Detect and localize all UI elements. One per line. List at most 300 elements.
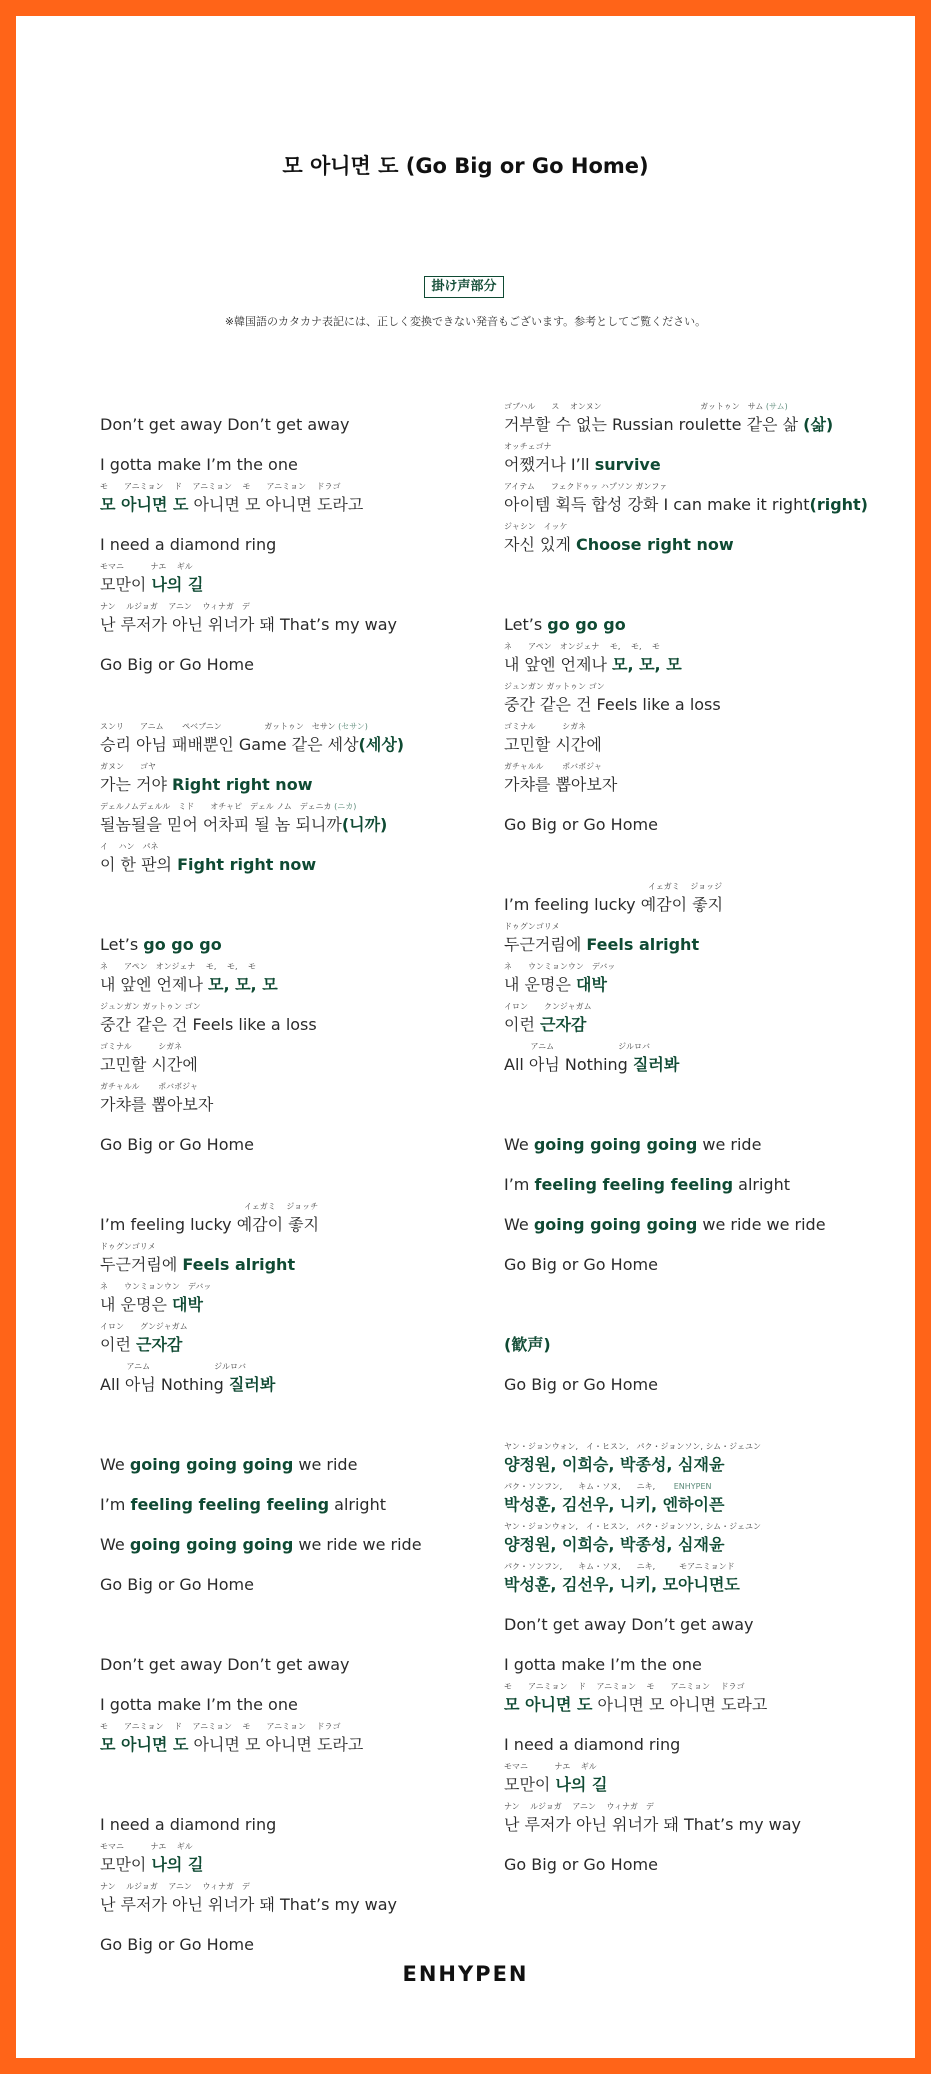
- callout-segment: feeling feeling feeling: [534, 1175, 734, 1194]
- lyric-segment: Let’s: [504, 615, 548, 634]
- katakana-reading: [100, 1720, 341, 1734]
- reading-text: ナン ルジョガ アニン ウィナガ デ: [504, 1802, 654, 1811]
- lyric-segment: 자신 있게: [504, 535, 576, 554]
- lyric-text: [504, 1014, 586, 1036]
- lyric-text: [100, 854, 316, 876]
- lyric-segment: 가는 거야: [100, 775, 172, 794]
- lyric-segment: 이런: [504, 1015, 540, 1034]
- reading-callout: ENHYPEN: [671, 1482, 712, 1491]
- callout-segment: 나의 길: [151, 1855, 204, 1874]
- lyric-line: [100, 1920, 500, 1960]
- callout-segment: 근자감: [136, 1335, 183, 1354]
- lyric-text: [100, 1374, 275, 1396]
- reading-text: ゴミナル シガネ: [504, 722, 587, 731]
- lyric-line: [504, 1440, 904, 1480]
- lyric-segment: we ride: [293, 1455, 358, 1474]
- lyric-line: [504, 1680, 904, 1720]
- reading-text: ジュンガン ガットゥン ゴン: [100, 1002, 201, 1011]
- lyric-segment: we ride we ride: [697, 1215, 826, 1234]
- lyric-segment: 난 루저가 아닌 위너가 돼 That’s my way: [504, 1815, 801, 1834]
- reading-text: モマニ ナエ ギル: [504, 1762, 597, 1771]
- lyric-text: [100, 574, 203, 596]
- lyric-line: [504, 520, 904, 560]
- lyric-text: [504, 654, 682, 676]
- lyric-text: [100, 1294, 203, 1316]
- lyric-line: [100, 1280, 500, 1320]
- katakana-reading: [504, 1520, 761, 1534]
- lyric-text: [504, 1694, 767, 1716]
- lyric-segment: 될놈될을 믿어 어차피 될 놈 되니까: [100, 815, 342, 834]
- lyric-segment: We: [504, 1135, 534, 1154]
- katakana-reading: [504, 1800, 654, 1814]
- lyric-text: [100, 1254, 295, 1276]
- lyric-text: [100, 1814, 276, 1836]
- callout-segment: 양정원, 이희승, 박종성, 심재윤: [504, 1535, 725, 1554]
- callout-segment: 질러봐: [632, 1055, 680, 1074]
- callout-segment: Fight right now: [177, 855, 317, 874]
- lyric-line: [504, 1040, 904, 1080]
- reading-text: ネ ウンミョンウン デバッ: [100, 1282, 212, 1291]
- lyric-segment: 아니면 모 아니면 도라고: [592, 1695, 768, 1714]
- lyric-text: [100, 1854, 203, 1876]
- lyric-line: [100, 920, 500, 960]
- katakana-reading: [100, 720, 368, 734]
- reading-text: モマニ ナエ ギル: [100, 1842, 193, 1851]
- lyric-text: [504, 1374, 658, 1396]
- lyric-segment: 아이템 획득 합성 강화 I can make it right: [504, 495, 810, 514]
- reading-text: ガチャルル ポバボジャ: [504, 762, 602, 771]
- callout-segment: (세상): [358, 735, 405, 754]
- callout-segment: going going going: [129, 1455, 294, 1474]
- callout-segment: 대박: [576, 975, 607, 994]
- lyric-segment: 어쨌거나 I’ll: [504, 455, 595, 474]
- lyric-line: [504, 1760, 904, 1800]
- reading-text: ヤン・ジョンウォン, イ・ヒスン, パク・ジョンソン, シム・ジェユン: [504, 1522, 761, 1531]
- stanza-gap: [100, 680, 500, 720]
- lyric-text: [100, 1094, 213, 1116]
- reading-callout: (サム): [763, 402, 788, 411]
- lyric-segment: I gotta make I’m the one: [100, 1695, 298, 1714]
- reading-text: ナン ルジョガ アニン ウィナガ デ: [100, 1882, 250, 1891]
- lyric-text: [100, 1014, 317, 1036]
- lyric-segment: 내 운명은: [100, 1295, 172, 1314]
- katakana-reading: [100, 480, 341, 494]
- lyric-segment: I’m: [504, 1175, 535, 1194]
- lyric-text: [504, 1174, 790, 1196]
- lyric-segment: 모만이: [100, 1855, 152, 1874]
- lyric-segment: alright: [329, 1495, 386, 1514]
- lyric-line: [504, 1240, 904, 1280]
- lyric-segment: All 아님 Nothing: [100, 1375, 229, 1394]
- lyric-text: [504, 1654, 702, 1676]
- katakana-reading: [504, 400, 788, 414]
- callout-segment: 대박: [172, 1295, 203, 1314]
- lyric-segment: we ride we ride: [293, 1535, 422, 1554]
- callout-segment: 모 아니면 도: [100, 495, 189, 514]
- lyric-segment: I’m feeling lucky 예감이 좋지: [504, 895, 724, 914]
- lyric-text: [504, 774, 617, 796]
- reading-text: ネ アペン オンジェナ モ, モ, モ: [504, 642, 661, 651]
- callout-segment: Choose right now: [576, 535, 734, 554]
- lyric-line: [504, 800, 904, 840]
- lyric-line: [504, 880, 904, 920]
- lyric-text: [504, 454, 661, 476]
- lyric-text: [504, 1854, 658, 1876]
- lyric-text: [504, 414, 833, 436]
- lyric-segment: Go Big or Go Home: [100, 1935, 254, 1954]
- reading-text: イェガミ ジョッジ: [504, 882, 723, 891]
- lyric-text: [504, 974, 607, 996]
- reading-text: オッチェゴナ: [504, 442, 552, 451]
- lyric-line: [504, 1120, 904, 1160]
- lyric-text: [504, 1054, 679, 1076]
- lyric-text: [504, 934, 699, 956]
- katakana-reading: [100, 1240, 156, 1254]
- katakana-reading: [504, 960, 615, 974]
- lyric-segment: alright: [733, 1175, 790, 1194]
- lyric-segment: I’m feeling lucky 예감이 좋지: [100, 1215, 320, 1234]
- lyric-line: [100, 400, 500, 440]
- katakana-reading: [100, 600, 250, 614]
- reading-text: パク・ソンフン, キム・ソヌ, ニキ, モアニミョンド: [504, 1562, 735, 1571]
- lyric-text: [100, 1534, 422, 1556]
- lyric-segment: I need a diamond ring: [100, 535, 277, 554]
- katakana-reading: [504, 480, 667, 494]
- lyric-text: [504, 1774, 607, 1796]
- lyric-line: [504, 960, 904, 1000]
- lyric-text: [100, 1494, 386, 1516]
- lyric-line: [100, 1800, 500, 1840]
- lyric-line: [504, 440, 904, 480]
- lyric-line: [100, 1040, 500, 1080]
- katakana-reading: [100, 1200, 318, 1214]
- lyric-line: [100, 560, 500, 600]
- callout-segment: 모, 모, 모: [208, 975, 278, 994]
- katakana-reading: [504, 760, 602, 774]
- lyric-segment: 난 루저가 아닌 위너가 돼 That’s my way: [100, 615, 397, 634]
- stanza-gap: [504, 1080, 904, 1120]
- lyric-line: [100, 1320, 500, 1360]
- lyric-line: [504, 1160, 904, 1200]
- katakana-reading: [100, 1360, 246, 1374]
- lyric-line: [100, 600, 500, 640]
- lyric-line: [100, 840, 500, 880]
- lyric-line: [100, 1880, 500, 1920]
- lyric-text: [100, 1334, 182, 1356]
- katakana-reading: [100, 840, 159, 854]
- callout-segment: go go go: [547, 615, 626, 634]
- lyric-segment: Go Big or Go Home: [504, 1255, 658, 1274]
- katakana-reading: [504, 1040, 650, 1054]
- lyric-line: [100, 1120, 500, 1160]
- lyric-line: [504, 1600, 904, 1640]
- katakana-reading: [504, 1760, 597, 1774]
- lyric-text: [100, 454, 298, 476]
- lyric-line: [100, 1200, 500, 1240]
- lyric-segment: 가챠를 뽑아보자: [100, 1095, 214, 1114]
- lyric-line: [504, 1800, 904, 1840]
- lyric-segment: 내 앞엔 언제나: [100, 975, 208, 994]
- reading-text: ヤン・ジョンウォン, イ・ヒスン, パク・ジョンソン, シム・ジェユン: [504, 1442, 761, 1451]
- katakana-reading: [504, 720, 586, 734]
- lyric-segment: 고민할 시간에: [100, 1055, 198, 1074]
- lyric-segment: Don’t get away Don’t get away: [100, 415, 350, 434]
- enhypen-logo: ENHYPEN: [402, 1962, 529, 1986]
- lyric-segment: We: [100, 1535, 130, 1554]
- lyric-line: [504, 600, 904, 640]
- lyric-text: [100, 1214, 319, 1236]
- lyric-line: [100, 760, 500, 800]
- lyric-line: [504, 480, 904, 520]
- katakana-reading: [100, 560, 193, 574]
- lyric-text: [100, 654, 254, 676]
- lyric-segment: 두근거림에: [504, 935, 587, 954]
- lyric-line: [100, 1640, 500, 1680]
- lyric-text: [100, 774, 312, 796]
- lyric-text: [504, 1814, 801, 1836]
- lyric-segment: Don’t get away Don’t get away: [100, 1655, 350, 1674]
- reading-text: ゴミナル シガネ: [100, 1042, 183, 1051]
- lyric-text: [504, 1734, 680, 1756]
- callout-segment: Feels alright: [182, 1255, 296, 1274]
- lyric-line: [504, 640, 904, 680]
- lyric-segment: 난 루저가 아닌 위너가 돼 That’s my way: [100, 1895, 397, 1914]
- lyric-text: [100, 934, 222, 956]
- lyric-line: [100, 1440, 500, 1480]
- callout-segment: (삶): [803, 415, 834, 434]
- lyric-text: [100, 814, 387, 836]
- reading-text: ネ ウンミョンウン デバッ: [504, 962, 616, 971]
- lyric-text: [504, 614, 626, 636]
- lyric-text: [100, 1134, 254, 1156]
- lyric-line: [100, 1360, 500, 1400]
- callout-segment: (right): [809, 495, 868, 514]
- reading-callout: (セサン): [335, 722, 368, 731]
- lyrics-column-right: [504, 400, 904, 1880]
- callout-segment: 박성훈, 김선우, 니키, 모아니면도: [504, 1575, 740, 1594]
- callout-segment: going going going: [129, 1535, 294, 1554]
- callout-segment: going going going: [533, 1215, 698, 1234]
- lyric-segment: 이 한 판의: [100, 855, 178, 874]
- katakana-reading: [100, 1840, 193, 1854]
- lyric-segment: 내 운명은: [504, 975, 576, 994]
- reading-text: ガヌン ゴヤ: [100, 762, 156, 771]
- lyric-segment: Let’s: [100, 935, 144, 954]
- katakana-note: ※韓国語のカタカナ表記には、正しく変換できない発音もございます。参考としてご覧ください。: [224, 315, 707, 328]
- lyric-line: [504, 680, 904, 720]
- reading-text: イロン グンジャガム: [100, 1322, 188, 1331]
- reading-text: デェルノムデェルル ミド オチャピ デェル ノム デェニカ: [100, 802, 332, 811]
- lyric-text: [504, 1454, 724, 1476]
- lyric-segment: Go Big or Go Home: [504, 1375, 658, 1394]
- lyric-segment: All 아님 Nothing: [504, 1055, 633, 1074]
- lyric-line: [504, 1320, 904, 1360]
- stanza-gap: [504, 1400, 904, 1440]
- reading-text: パク・ソンフン, キム・ソヌ, ニキ,: [504, 1482, 672, 1491]
- reading-text: モ アニミョン ド アニミョン モ アニミョン ドラゴ: [100, 482, 341, 491]
- lyric-text: [504, 1494, 724, 1516]
- lyric-text: [100, 1054, 198, 1076]
- lyric-line: [100, 800, 500, 840]
- katakana-reading: [504, 1680, 745, 1694]
- lyric-line: [504, 1720, 904, 1760]
- lyric-segment: 아니면 모 아니면 도라고: [188, 1735, 364, 1754]
- lyric-segment: Go Big or Go Home: [100, 1575, 254, 1594]
- lyric-text: [100, 614, 397, 636]
- katakana-reading: [100, 1880, 250, 1894]
- callout-segment: 나의 길: [555, 1775, 608, 1794]
- lyric-segment: I’m: [100, 1495, 131, 1514]
- katakana-reading: [504, 1440, 761, 1454]
- reading-text: アニム ジルロバ: [100, 1362, 246, 1371]
- lyric-line: [100, 1480, 500, 1520]
- callout-segment: 박성훈, 김선우, 니키, 엔하이픈: [504, 1495, 725, 1514]
- callout-segment: 양정원, 이희승, 박종성, 심재윤: [504, 1455, 725, 1474]
- katakana-reading: [100, 960, 256, 974]
- lyric-text: [504, 814, 658, 836]
- lyric-text: [504, 1334, 551, 1356]
- reading-text: スンリ アニム ペベブニン ガットゥン セサン: [100, 722, 336, 731]
- stanza-gap: [100, 1400, 500, 1440]
- callout-segment: (니까): [341, 815, 388, 834]
- reading-text: モ アニミョン ド アニミョン モ アニミョン ドラゴ: [100, 1722, 341, 1731]
- katakana-reading: [100, 1000, 201, 1014]
- lyric-line: [100, 1720, 500, 1760]
- reading-text: ドゥグンゴリメ: [100, 1242, 156, 1251]
- song-title: 모 아니면 도 (Go Big or Go Home): [282, 154, 649, 178]
- katakana-reading: [100, 1040, 182, 1054]
- reading-text: モマニ ナエ ギル: [100, 562, 193, 571]
- reading-text: モ アニミョン ド アニミョン モ アニミョン ドラゴ: [504, 1682, 745, 1691]
- lyric-line: [504, 1640, 904, 1680]
- lyric-line: [100, 960, 500, 1000]
- lyric-line: [100, 1080, 500, 1120]
- stanza-gap: [504, 560, 904, 600]
- callout-segment: 모, 모, 모: [612, 655, 682, 674]
- lyric-text: [100, 1654, 350, 1676]
- lyric-text: [100, 1694, 298, 1716]
- lyric-line: [100, 1000, 500, 1040]
- lyric-line: [100, 1840, 500, 1880]
- lyric-text: [504, 534, 734, 556]
- lyric-line: [100, 720, 500, 760]
- callout-segment: (歓声): [504, 1335, 551, 1354]
- lyric-text: [100, 974, 278, 996]
- lyric-line: [504, 1360, 904, 1400]
- callout-segment: 질러봐: [228, 1375, 276, 1394]
- stanza-gap: [100, 1760, 500, 1800]
- callout-segment: go go go: [143, 935, 222, 954]
- lyric-text: [504, 1134, 761, 1156]
- lyric-segment: I gotta make I’m the one: [100, 455, 298, 474]
- reading-text: アニム ジルロバ: [504, 1042, 650, 1051]
- lyric-line: [100, 1240, 500, 1280]
- reading-text: イェガミ ジョッチ: [100, 1202, 319, 1211]
- lyric-text: [100, 414, 350, 436]
- lyrics-column-left: [100, 400, 500, 1960]
- lyric-line: [504, 720, 904, 760]
- lyric-line: [100, 640, 500, 680]
- katakana-reading: [504, 1480, 712, 1494]
- lyric-segment: Go Big or Go Home: [504, 815, 658, 834]
- katakana-reading: [100, 800, 356, 814]
- lyric-line: [504, 1480, 904, 1520]
- lyric-line: [504, 760, 904, 800]
- lyric-line: [100, 440, 500, 480]
- lyric-segment: Go Big or Go Home: [100, 655, 254, 674]
- lyric-line: [504, 920, 904, 960]
- katakana-reading: [100, 1280, 211, 1294]
- lyric-line: [100, 1520, 500, 1560]
- reading-text: ジャシン イッケ: [504, 522, 568, 531]
- reading-text: ジュンガン ガットゥン ゴン: [504, 682, 605, 691]
- reading-text: ガチャルル ポバボジャ: [100, 1082, 198, 1091]
- stanza-gap: [504, 840, 904, 880]
- lyric-text: [504, 1214, 826, 1236]
- katakana-reading: [504, 1000, 592, 1014]
- katakana-reading: [504, 640, 660, 654]
- callout-segment: 나의 길: [151, 575, 204, 594]
- callout-segment: 모 아니면 도: [100, 1735, 189, 1754]
- lyric-line: [504, 400, 904, 440]
- callout-segment: going going going: [533, 1135, 698, 1154]
- lyric-text: [504, 694, 721, 716]
- lyric-segment: 모만이: [100, 575, 152, 594]
- lyric-segment: 거부할 수 없는 Russian roulette 같은 삶: [504, 415, 804, 434]
- katakana-reading: [100, 1080, 198, 1094]
- reading-text: ナン ルジョガ アニン ウィナガ デ: [100, 602, 250, 611]
- lyric-line: [100, 520, 500, 560]
- lyric-segment: 중간 같은 건 Feels like a loss: [504, 695, 721, 714]
- callout-segment: 근자감: [540, 1015, 587, 1034]
- lyric-text: [504, 494, 868, 516]
- lyric-text: [100, 1934, 254, 1956]
- lyric-text: [100, 1454, 357, 1476]
- callout-segment: survive: [594, 455, 661, 474]
- lyric-text: [100, 494, 363, 516]
- lyric-text: [504, 1614, 754, 1636]
- lyric-line: [504, 1840, 904, 1880]
- reading-text: イ ハン パネ: [100, 842, 159, 851]
- reading-text: アイテム フェクドゥッ ハプソン ガンファ: [504, 482, 668, 491]
- lyric-text: [100, 1894, 397, 1916]
- katakana-reading: [504, 440, 552, 454]
- katakana-reading: [504, 920, 560, 934]
- stanza-gap: [100, 880, 500, 920]
- stanza-gap: [100, 1600, 500, 1640]
- lyric-line: [100, 480, 500, 520]
- lyric-segment: 아니면 모 아니면 도라고: [188, 495, 364, 514]
- lyric-line: [504, 1200, 904, 1240]
- callout-legend: 掛け声部分: [424, 276, 504, 298]
- lyric-segment: 중간 같은 건 Feels like a loss: [100, 1015, 317, 1034]
- lyric-text: [100, 734, 404, 756]
- katakana-reading: [100, 1320, 188, 1334]
- lyric-text: [100, 1574, 254, 1596]
- lyric-segment: we ride: [697, 1135, 762, 1154]
- lyric-text: [504, 734, 602, 756]
- lyric-text: [504, 1574, 740, 1596]
- lyric-segment: Don’t get away Don’t get away: [504, 1615, 754, 1634]
- callout-segment: feeling feeling feeling: [130, 1495, 330, 1514]
- lyric-line: [504, 1520, 904, 1560]
- katakana-reading: [504, 680, 605, 694]
- reading-text: ネ アペン オンジェナ モ, モ, モ: [100, 962, 257, 971]
- stanza-gap: [100, 1160, 500, 1200]
- lyric-line: [100, 1680, 500, 1720]
- stanza-gap: [504, 1280, 904, 1320]
- lyric-segment: Go Big or Go Home: [100, 1135, 254, 1154]
